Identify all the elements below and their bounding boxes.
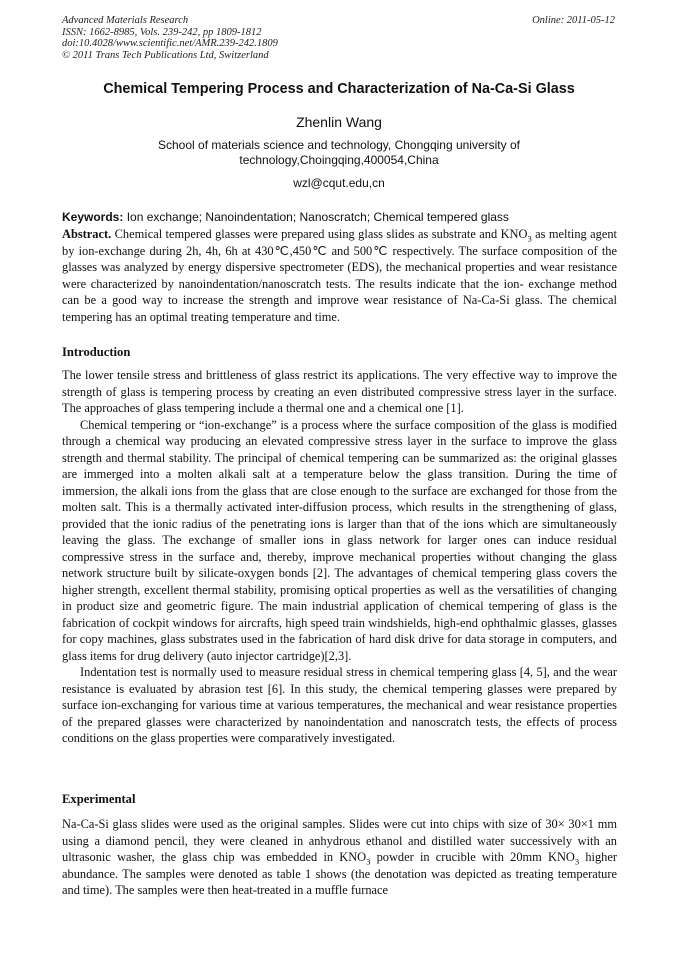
experimental-paragraph (62, 816, 617, 899)
affiliation-line-1: School of materials science and technology, Chongqing university of (158, 138, 520, 152)
abstract-text-2: as melting agent by ion-exchange during 2h, 4h, 6h at 430℃,450℃ and 500℃ respectively. The surface composition of the glasses was analyzed by energy dispersive spectrometer (EDS), the mechanical properties and wear resistance were characterized by nanoindentation/nanoscratch tests. The results indicate that the ion- exchange method can be a good way to increase the strength and improve wear resistance of Na-Ca-Si glass. The chemical tempering has an optimal treating temperature and time. (62, 227, 617, 324)
online-date: Online: 2011-05-12 (532, 15, 615, 26)
experimental-section (62, 816, 617, 899)
intro-paragraph-3: Indentation test is normally used to measure residual stress in chemical tempering glass [4, 5], and the wear resistance is evaluated by abrasion test [6]. In this study, the chemical tempering glasses were prepared by surface ion-exchanging for various time at various temperatures, the mechanical and wear resistance properties of the prepared glasses were characterized by nanoindentation and nanoscratch tests, the effects of process conditions on the glass properties were comparatively investigated. (62, 665, 617, 745)
issn-line: ISSN: 1662-8985, Vols. 239-242, pp 1809-1812 (62, 26, 262, 38)
paper-title: Chemical Tempering Process and Characterization of Na-Ca-Si Glass (103, 81, 575, 97)
exp-subscript-1: 3 (366, 856, 371, 867)
intro-paragraph-2: Chemical tempering or “ion-exchange” is a process where the surface composition of the glass is modified through a chemical way producing an elevated compressive stress layer in the surface to improve the glass strength and thermal stability. The principal of chemical tempering can be summarized as: the original glasses are immerged into a molten alkali salt at a temperature below the glass transition. During the time of immersion, the alkali ions from the glass that are close enough to the surface are exchanged for those from the molten salt. This is a thermally activated inter-diffusion process, which results in the strengthening of glass, provided that the ionic radius of the penetrating ions is larger than that of the ions which are simultaneously leaving the glass. The exchange of smaller ions in glass network for larger ones can induce residual compressive stress in the surface and, thereby, improve mechanical properties without changing the glass network structure built by silicate-oxygen bonds [2]. The advantages of chemical tempering glass covers the higher strength, excellent thermal stability, promising optical properties as well as the versatilities of changing in product size and geometric figure. The main industrial application of chemical tempering of glass is the fabrication of cockpit windows for aircrafts, high speed train windshields, high-end ophthalmic glasses, glasses for copy machines, glass substrates used in the fabrication of hard disk drive for data storage in computers, and glass items for drug delivery (auto injector cartridge)[2,3]. (62, 417, 617, 663)
abstract-text-1: Chemical tempered glasses were prepared using glass slides as substrate and KNO (111, 227, 528, 241)
copyright-line: © 2011 Trans Tech Publications Ltd, Switzerland (62, 49, 269, 61)
exp-subscript-2: 3 (574, 856, 580, 867)
journal-metadata (62, 15, 278, 61)
journal-name: Advanced Materials Research (62, 15, 189, 26)
author-email[interactable]: wzl@cqut.edu,cn (293, 176, 385, 190)
exp-text-1: Na-Ca-Si glass slides were used as the original samples. Slides were cut into chips with size of 30× 30×1 mm using a diamond pencil, they were cleaned in anhydrous ethanol and distilled water successively with an ultrasonic washer, the glass chip was embedded in KNO (62, 817, 617, 864)
author-name: Zhenlin Wang (296, 114, 382, 130)
section-heading-experimental: Experimental (62, 792, 136, 806)
introduction-section (62, 367, 617, 747)
exp-text-2: powder in crucible with 20mm KNO (370, 850, 575, 864)
doi-line[interactable]: doi:10.4028/www.scientific.net/AMR.239-242.1809 (62, 38, 278, 49)
intro-paragraph-1: The lower tensile stress and brittleness of glass restrict its applications. The very effective way to improve the strength of glass is tempering process by creating an even distributed compressive stress layer in the surface. The approaches of glass tempering include a thermal one and a chemical one [1]. (62, 368, 617, 415)
abstract-label: Abstract. (62, 227, 112, 241)
keywords-label: Keywords: (62, 210, 124, 224)
keywords (62, 210, 622, 224)
section-heading-introduction: Introduction (62, 345, 131, 359)
abstract-subscript: 3 (527, 233, 532, 244)
affiliation (0, 138, 678, 168)
exp-text-3: higher abundance. The samples were denoted as table 1 shows (the denotation was depicted as treating temperature and time). The samples were then heat-treated in a muffle furnace (62, 850, 617, 897)
abstract (62, 226, 617, 325)
affiliation-line-2: technology,Choingqing,400054,China (239, 153, 439, 167)
keywords-text: Ion exchange; Nanoindentation; Nanoscratch; Chemical tempered glass (123, 210, 509, 224)
